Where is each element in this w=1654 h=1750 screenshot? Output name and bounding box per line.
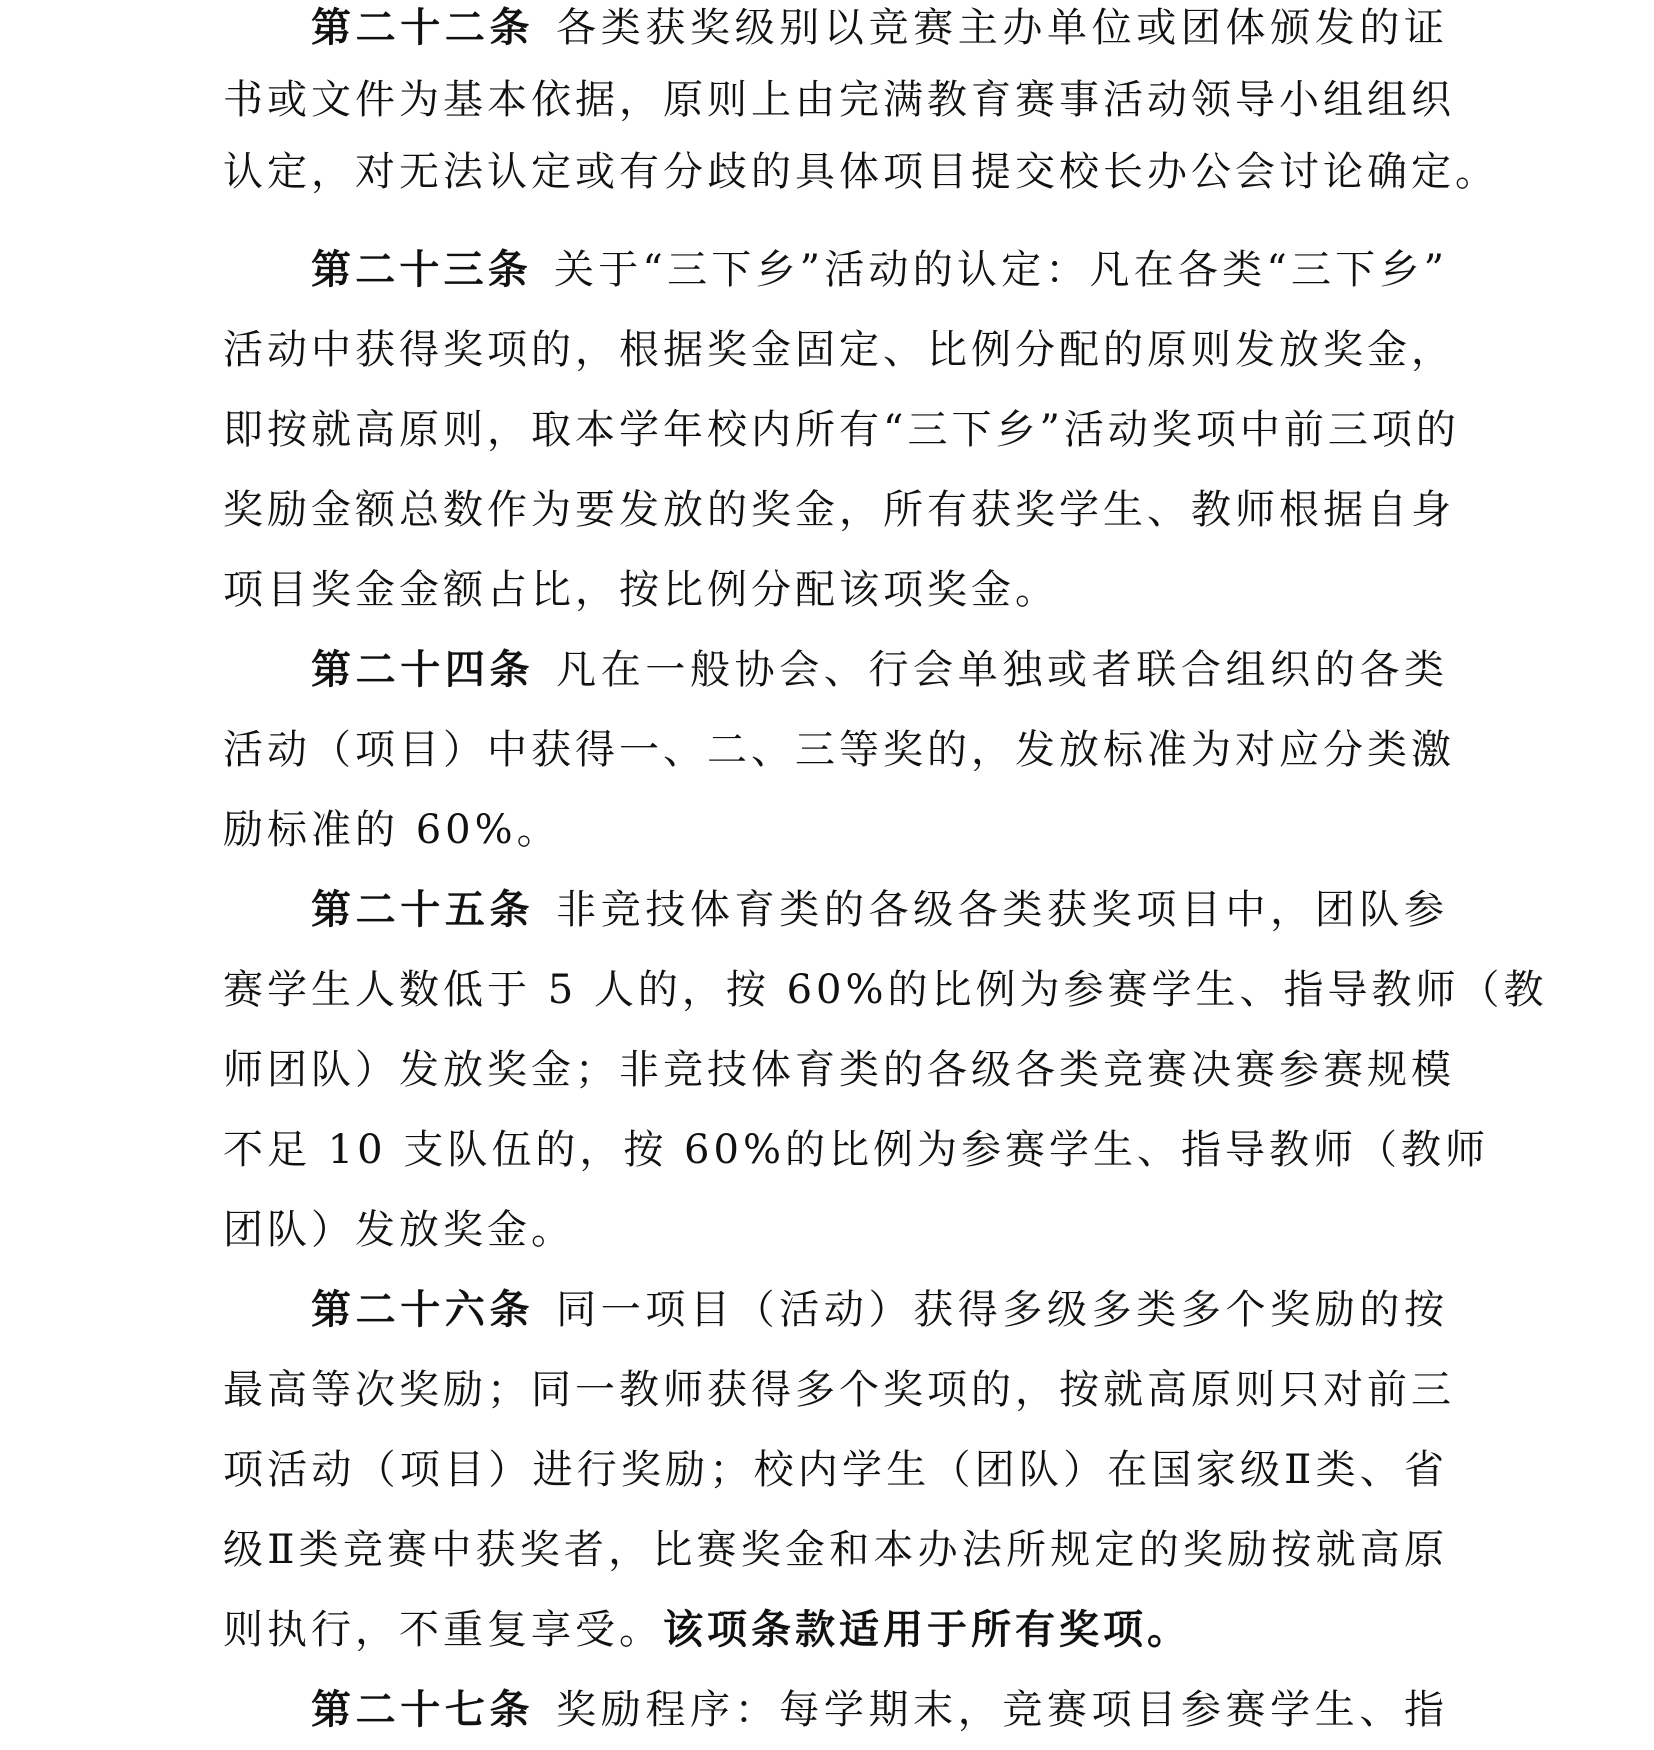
- article-22-line-1: 第二十二条 各类获奖级别以竞赛主办单位或团体颁发的证: [311, 5, 1448, 51]
- article-26-line-1: 第二十六条 同一项目（活动）获得多级多类多个奖励的按: [311, 1287, 1448, 1333]
- article-26-line-5: 则执行，不重复享受。该项条款适用于所有奖项。: [223, 1607, 1191, 1653]
- article-26-line-4: 级Ⅱ类竞赛中获奖者，比赛奖金和本办法所规定的奖励按就高原: [223, 1527, 1448, 1573]
- article-23-line-5: 项目奖金金额占比，按比例分配该项奖金。: [223, 567, 1059, 613]
- article-26-heading: 第二十六条: [311, 1287, 535, 1333]
- article-24-line-1: 第二十四条 凡在一般协会、行会单独或者联合组织的各类: [311, 647, 1448, 693]
- article-26-line-2: 最高等次奖励；同一教师获得多个奖项的，按就高原则只对前三: [223, 1367, 1455, 1413]
- article-23-line-4: 奖励金额总数作为要发放的奖金，所有获奖学生、教师根据自身: [223, 487, 1455, 533]
- article-23-line-2: 活动中获得奖项的，根据奖金固定、比例分配的原则发放奖金，: [223, 327, 1455, 373]
- article-23-line-3: 即按就高原则，取本学年校内所有“三下乡”活动奖项中前三项的: [223, 407, 1460, 453]
- article-23-heading: 第二十三条: [311, 247, 533, 293]
- article-24-line-2: 活动（项目）中获得一、二、三等奖的，发放标准为对应分类激: [223, 727, 1455, 773]
- article-25-line-3: 师团队）发放奖金；非竞技体育类的各级各类竞赛决赛参赛规模: [223, 1047, 1455, 1093]
- article-25-line-1: 第二十五条 非竞技体育类的各级各类获奖项目中，团队参: [311, 887, 1448, 933]
- article-22-heading: 第二十二条: [311, 5, 535, 51]
- article-24-heading: 第二十四条: [311, 647, 535, 693]
- article-25-heading: 第二十五条: [311, 887, 535, 933]
- article-25-line-2: 赛学生人数低于 5 人的，按 60%的比例为参赛学生、指导教师（教: [223, 967, 1548, 1013]
- article-23-line-1: 第二十三条 关于“三下乡”活动的认定：凡在各类“三下乡”: [311, 247, 1449, 293]
- article-27-line-1: 第二十七条 奖励程序：每学期末，竞赛项目参赛学生、指: [311, 1687, 1448, 1733]
- article-24-line-3: 励标准的 60%。: [223, 807, 561, 853]
- article-25-line-4: 不足 10 支队伍的，按 60%的比例为参赛学生、指导教师（教师: [223, 1127, 1489, 1173]
- article-26-line-3: 项活动（项目）进行奖励；校内学生（团队）在国家级Ⅱ类、省: [223, 1447, 1448, 1493]
- article-22-line-3: 认定，对无法认定或有分歧的具体项目提交校长办公会讨论确定。: [223, 149, 1499, 195]
- article-27-heading: 第二十七条: [311, 1687, 535, 1733]
- article-25-line-5: 团队）发放奖金。: [223, 1207, 575, 1253]
- article-22-line-2: 书或文件为基本依据，原则上由完满教育赛事活动领导小组组织: [223, 77, 1455, 123]
- article-26-bold-note: 该项条款适用于所有奖项。: [663, 1607, 1191, 1653]
